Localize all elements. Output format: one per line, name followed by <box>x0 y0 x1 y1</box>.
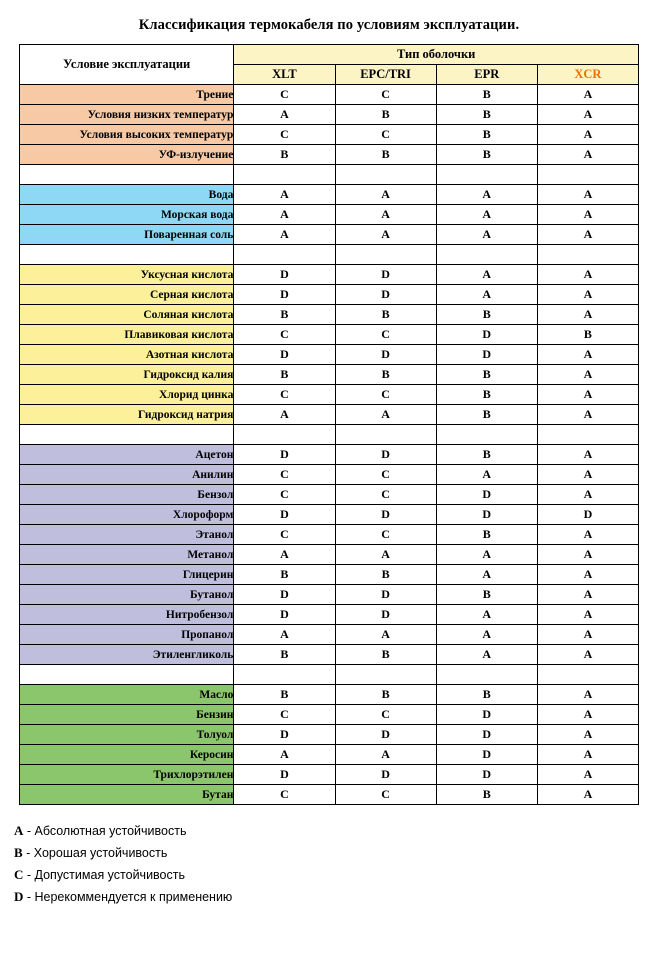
rating-cell: A <box>436 185 537 205</box>
table-row <box>20 145 639 165</box>
rating-cell: D <box>234 505 335 525</box>
separator-cell <box>20 165 234 185</box>
rating-cell: D <box>436 725 537 745</box>
rating-cell: A <box>537 405 638 425</box>
separator-cell <box>20 245 234 265</box>
separator-cell <box>234 165 335 185</box>
rating-cell: A <box>335 225 436 245</box>
table-row <box>20 565 639 585</box>
rating-cell: B <box>234 145 335 165</box>
legend-text: - Хорошая устойчивость <box>22 846 168 860</box>
row-label: Плавиковая кислота <box>20 325 234 345</box>
table-row <box>20 185 639 205</box>
table-row <box>20 625 639 645</box>
rating-cell: A <box>537 485 638 505</box>
rating-cell: A <box>537 385 638 405</box>
table-row <box>20 265 639 285</box>
rating-cell: A <box>537 205 638 225</box>
rating-cell: C <box>335 485 436 505</box>
separator-cell <box>335 245 436 265</box>
separator-cell <box>335 665 436 685</box>
row-label: Ацетон <box>20 445 234 465</box>
rating-cell: A <box>335 545 436 565</box>
table-row <box>20 405 639 425</box>
legend-item <box>14 821 658 841</box>
row-label: Толуол <box>20 725 234 745</box>
table-row <box>20 465 639 485</box>
separator-cell <box>436 425 537 445</box>
header-col-epr: EPR <box>436 65 537 85</box>
rating-cell: B <box>335 565 436 585</box>
rating-cell: B <box>436 305 537 325</box>
rating-cell: A <box>537 465 638 485</box>
rating-cell: C <box>335 385 436 405</box>
header-col-xlt: XLT <box>234 65 335 85</box>
rating-cell: B <box>335 145 436 165</box>
rating-cell: D <box>537 505 638 525</box>
rating-cell: D <box>335 345 436 365</box>
rating-cell: D <box>436 325 537 345</box>
rating-cell: C <box>234 325 335 345</box>
header-condition: Условие эксплуатации <box>20 45 234 85</box>
legend-item <box>14 887 658 907</box>
rating-cell: C <box>335 85 436 105</box>
row-label: Трихлорэтилен <box>20 765 234 785</box>
rating-cell: D <box>234 285 335 305</box>
rating-cell: D <box>436 705 537 725</box>
row-label: Метанол <box>20 545 234 565</box>
rating-cell: A <box>436 605 537 625</box>
separator-cell <box>436 665 537 685</box>
rating-cell: D <box>335 505 436 525</box>
rating-cell: A <box>234 205 335 225</box>
row-label: Масло <box>20 685 234 705</box>
group-separator <box>20 665 639 685</box>
rating-cell: D <box>436 485 537 505</box>
row-label: Морская вода <box>20 205 234 225</box>
rating-cell: A <box>537 545 638 565</box>
table-row <box>20 605 639 625</box>
rating-cell: D <box>234 725 335 745</box>
separator-cell <box>537 665 638 685</box>
rating-cell: A <box>537 605 638 625</box>
rating-cell: A <box>436 285 537 305</box>
separator-cell <box>436 165 537 185</box>
table-row <box>20 305 639 325</box>
legend-item <box>14 843 658 863</box>
table-row <box>20 545 639 565</box>
rating-cell: A <box>537 685 638 705</box>
table-row <box>20 345 639 365</box>
header-sheath-type: Тип оболочки <box>234 45 639 65</box>
rating-cell: A <box>537 85 638 105</box>
rating-cell: A <box>537 265 638 285</box>
legend-item <box>14 865 658 885</box>
rating-cell: A <box>436 565 537 585</box>
rating-cell: C <box>234 465 335 485</box>
rating-cell: A <box>537 645 638 665</box>
rating-cell: A <box>234 625 335 645</box>
rating-cell: A <box>436 265 537 285</box>
table-row <box>20 325 639 345</box>
table-row <box>20 785 639 805</box>
row-label: Глицерин <box>20 565 234 585</box>
rating-cell: B <box>335 305 436 325</box>
rating-cell: A <box>537 345 638 365</box>
legend-key: C <box>14 867 24 882</box>
rating-cell: B <box>335 365 436 385</box>
row-label: Бутан <box>20 785 234 805</box>
row-label: Уксусная кислота <box>20 265 234 285</box>
rating-cell: C <box>234 125 335 145</box>
rating-cell: D <box>234 765 335 785</box>
row-label: Этанол <box>20 525 234 545</box>
table-row <box>20 765 639 785</box>
rating-cell: A <box>234 185 335 205</box>
rating-cell: D <box>335 605 436 625</box>
rating-cell: A <box>335 745 436 765</box>
row-label: Поваренная соль <box>20 225 234 245</box>
row-label: Пропанол <box>20 625 234 645</box>
row-label: Гидроксид натрия <box>20 405 234 425</box>
row-label: Нитробензол <box>20 605 234 625</box>
rating-cell: D <box>436 745 537 765</box>
row-label: Условия высоких температур <box>20 125 234 145</box>
rating-cell: A <box>335 185 436 205</box>
rating-cell: A <box>537 365 638 385</box>
table-row <box>20 585 639 605</box>
rating-cell: D <box>335 725 436 745</box>
legend-key: B <box>14 845 23 860</box>
rating-cell: B <box>335 645 436 665</box>
rating-cell: A <box>436 465 537 485</box>
rating-cell: A <box>537 765 638 785</box>
classification-table <box>19 44 639 805</box>
separator-cell <box>20 425 234 445</box>
rating-cell: B <box>436 785 537 805</box>
rating-cell: B <box>234 645 335 665</box>
table-header <box>20 45 639 85</box>
table-row <box>20 365 639 385</box>
rating-cell: B <box>234 365 335 385</box>
table-row <box>20 745 639 765</box>
rating-cell: B <box>436 525 537 545</box>
rating-cell: A <box>436 645 537 665</box>
table-row <box>20 705 639 725</box>
table-row <box>20 725 639 745</box>
rating-cell: C <box>335 465 436 485</box>
rating-cell: B <box>436 365 537 385</box>
rating-cell: A <box>234 545 335 565</box>
table-row <box>20 85 639 105</box>
rating-cell: A <box>537 225 638 245</box>
rating-cell: C <box>234 785 335 805</box>
rating-cell: A <box>335 405 436 425</box>
header-col-epctri: EPC/TRI <box>335 65 436 85</box>
rating-cell: A <box>537 785 638 805</box>
separator-cell <box>234 245 335 265</box>
rating-cell: C <box>234 385 335 405</box>
rating-cell: D <box>335 585 436 605</box>
rating-cell: D <box>234 605 335 625</box>
rating-cell: D <box>436 765 537 785</box>
header-col-xcr: XCR <box>537 65 638 85</box>
header-row-top <box>20 45 639 65</box>
rating-cell: D <box>335 445 436 465</box>
separator-cell <box>537 245 638 265</box>
rating-cell: A <box>537 105 638 125</box>
table-row <box>20 225 639 245</box>
rating-cell: A <box>234 105 335 125</box>
rating-cell: A <box>537 565 638 585</box>
rating-cell: B <box>436 445 537 465</box>
rating-cell: D <box>234 445 335 465</box>
legend-key: A <box>14 823 24 838</box>
rating-cell: D <box>234 345 335 365</box>
row-label: Условия низких температур <box>20 105 234 125</box>
row-label: Хлорид цинка <box>20 385 234 405</box>
row-label: Этиленгликоль <box>20 645 234 665</box>
rating-cell: B <box>436 685 537 705</box>
rating-cell: C <box>234 525 335 545</box>
row-label: УФ-излучение <box>20 145 234 165</box>
row-label: Бензин <box>20 705 234 725</box>
row-label: Серная кислота <box>20 285 234 305</box>
rating-cell: A <box>537 445 638 465</box>
separator-cell <box>436 245 537 265</box>
row-label: Бензол <box>20 485 234 505</box>
rating-cell: C <box>335 785 436 805</box>
table-row <box>20 205 639 225</box>
separator-cell <box>20 665 234 685</box>
rating-cell: D <box>436 345 537 365</box>
rating-cell: D <box>335 285 436 305</box>
table-row <box>20 485 639 505</box>
table-row <box>20 125 639 145</box>
rating-cell: C <box>234 485 335 505</box>
rating-cell: A <box>436 205 537 225</box>
rating-cell: B <box>436 105 537 125</box>
rating-cell: A <box>335 625 436 645</box>
rating-cell: B <box>335 105 436 125</box>
table-row <box>20 525 639 545</box>
rating-cell: B <box>234 305 335 325</box>
rating-cell: C <box>335 705 436 725</box>
rating-cell: B <box>436 145 537 165</box>
rating-cell: B <box>436 405 537 425</box>
row-label: Хлороформ <box>20 505 234 525</box>
table-row <box>20 285 639 305</box>
table-row <box>20 645 639 665</box>
table-row <box>20 685 639 705</box>
page-title: Классификация термокабеля по условиям эксплуатации. <box>138 17 520 33</box>
table-body <box>20 85 639 805</box>
rating-cell: A <box>537 285 638 305</box>
rating-cell: A <box>537 145 638 165</box>
rating-cell: A <box>537 725 638 745</box>
table-row <box>20 385 639 405</box>
row-label: Керосин <box>20 745 234 765</box>
rating-cell: B <box>234 685 335 705</box>
separator-cell <box>335 425 436 445</box>
rating-cell: D <box>234 585 335 605</box>
rating-cell: C <box>234 85 335 105</box>
rating-cell: A <box>234 405 335 425</box>
row-label: Гидроксид калия <box>20 365 234 385</box>
rating-cell: B <box>436 585 537 605</box>
rating-cell: B <box>537 325 638 345</box>
rating-cell: A <box>234 745 335 765</box>
row-label: Вода <box>20 185 234 205</box>
rating-cell: D <box>436 505 537 525</box>
rating-cell: D <box>335 265 436 285</box>
table-row <box>20 445 639 465</box>
separator-cell <box>234 425 335 445</box>
rating-cell: D <box>234 265 335 285</box>
rating-cell: B <box>335 685 436 705</box>
rating-cell: A <box>537 585 638 605</box>
row-label: Трение <box>20 85 234 105</box>
group-separator <box>20 165 639 185</box>
separator-cell <box>537 425 638 445</box>
rating-cell: A <box>436 625 537 645</box>
rating-cell: D <box>335 765 436 785</box>
legend <box>14 821 658 907</box>
legend-key: D <box>14 889 24 904</box>
separator-cell <box>537 165 638 185</box>
rating-cell: C <box>234 705 335 725</box>
rating-cell: B <box>436 125 537 145</box>
rating-cell: C <box>335 525 436 545</box>
legend-text: - Абсолютная устойчивость <box>23 824 187 838</box>
rating-cell: B <box>436 85 537 105</box>
rating-cell: A <box>537 185 638 205</box>
rating-cell: A <box>537 125 638 145</box>
rating-cell: A <box>537 625 638 645</box>
rating-cell: A <box>436 545 537 565</box>
rating-cell: A <box>335 205 436 225</box>
rating-cell: A <box>537 745 638 765</box>
table-row <box>20 105 639 125</box>
group-separator <box>20 425 639 445</box>
rating-cell: C <box>335 125 436 145</box>
legend-text: - Допустимая устойчивость <box>23 868 185 882</box>
legend-text: - Нерекоммендуется к применению <box>23 890 233 904</box>
rating-cell: B <box>234 565 335 585</box>
separator-cell <box>335 165 436 185</box>
rating-cell: A <box>537 525 638 545</box>
row-label: Анилин <box>20 465 234 485</box>
rating-cell: A <box>537 705 638 725</box>
row-label: Соляная кислота <box>20 305 234 325</box>
group-separator <box>20 245 639 265</box>
row-label: Азотная кислота <box>20 345 234 365</box>
rating-cell: A <box>537 305 638 325</box>
rating-cell: B <box>436 385 537 405</box>
rating-cell: A <box>234 225 335 245</box>
table-row <box>20 505 639 525</box>
rating-cell: C <box>335 325 436 345</box>
rating-cell: A <box>436 225 537 245</box>
separator-cell <box>234 665 335 685</box>
row-label: Бутанол <box>20 585 234 605</box>
